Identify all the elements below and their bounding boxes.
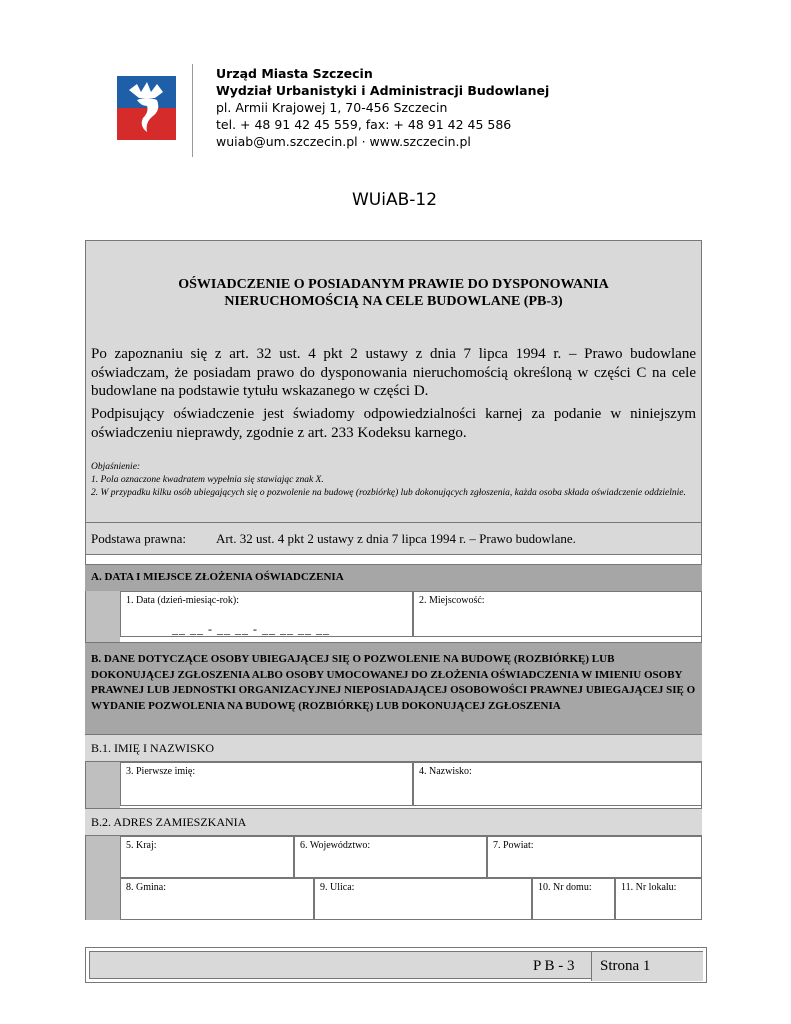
legal-basis bbox=[91, 531, 576, 547]
date-field-label: 1. Data (dzień-miesiąc-rok): bbox=[126, 595, 240, 606]
explanation-item: 1. Pola oznaczone kwadratem wypełnia się stawiając znak X. bbox=[91, 475, 324, 485]
section-a-header bbox=[85, 564, 702, 591]
house-number-label: 10. Nr domu: bbox=[538, 882, 592, 893]
section-b1-header bbox=[85, 734, 702, 762]
country-label: 5. Kraj: bbox=[126, 840, 157, 851]
office-contact: wuiab@um.szczecin.pl · www.szczecin.pl bbox=[216, 134, 471, 149]
voivodeship-label: 6. Województwo: bbox=[300, 840, 371, 851]
legal-basis-text: Art. 32 ust. 4 pkt 2 ustawy z dnia 7 lipca 1994 r. – Prawo budowlane. bbox=[215, 531, 576, 546]
date-placeholder: __ __ - __ __ - __ __ __ __ bbox=[172, 622, 330, 636]
liability-paragraph: Podpisujący oświadczenie jest świadomy odpowiedzialności karnej za podanie w niniejszym oświadczeniu nieprawdy, zgodnie z art. 233 Kodeksu karnego. bbox=[91, 406, 696, 441]
county-label: 7. Powiat: bbox=[493, 840, 534, 851]
footer-form-id: P B - 3 bbox=[533, 958, 575, 974]
street-label: 9. Ulica: bbox=[320, 882, 355, 893]
street-field[interactable] bbox=[314, 878, 532, 920]
margin-strip bbox=[86, 762, 120, 808]
section-b1-title: B.1. IMIĘ I NAZWISKO bbox=[91, 741, 214, 755]
section-b2-header bbox=[85, 808, 702, 836]
szczecin-logo bbox=[117, 76, 176, 140]
declaration-paragraph: Po zapoznaniu się z art. 32 ust. 4 pkt 2 ustawy z dnia 7 lipca 1994 r. – Prawo budowlane oświadczam, że posiadam prawo do dysponowania nieruchomością określoną w części C na cele budowlane na podstawie tytułu wskazanego w części D. bbox=[91, 346, 696, 399]
explanations bbox=[91, 461, 696, 500]
section-b-header bbox=[85, 642, 702, 734]
county-field[interactable] bbox=[487, 836, 702, 878]
first-name-label: 3. Pierwsze imię: bbox=[126, 766, 196, 777]
apartment-number-field[interactable] bbox=[615, 878, 702, 920]
explanations-heading: Objaśnienie: bbox=[91, 462, 141, 472]
country-field[interactable] bbox=[120, 836, 294, 878]
explanation-item: 2. W przypadku kilku osób ubiegających się o pozwolenie na budowę (rozbiórkę) lub dokonujących zgłoszenia, każda osoba składa oświadczenie oddzielnie. bbox=[91, 488, 686, 498]
first-name-field[interactable] bbox=[120, 762, 413, 806]
form-title-line2: NIERUCHOMOŚCIĄ NA CELE BUDOWLANE (PB-3) bbox=[224, 294, 563, 309]
section-b2-title: B.2. ADRES ZAMIESZKANIA bbox=[91, 815, 247, 829]
margin-strip bbox=[86, 836, 120, 920]
form-code: WUiAB-12 bbox=[352, 190, 438, 210]
office-address-block bbox=[216, 65, 549, 150]
last-name-field[interactable] bbox=[413, 762, 702, 806]
section-b-title: B. DANE DOTYCZĄCE OSOBY UBIEGAJĄCEJ SIĘ O POZWOLENIE NA BUDOWĘ (ROZBIÓRKĘ) LUB DOKONUJĄCEJ ZGŁOSZENIA ALBO OSOBY UMOCOWANEJ DO ZŁOŻENIA OŚWIADCZENIA W IMIENIU OSOBY PRAWNEJ LUB JEDNOSTKI ORGANIZACYJNEJ NIEPOSIADAJĄCEJ OSOBOWOŚCI PRAWNEJ UBIEGAJĄCEJ SIĘ O WYDANIE POZWOLENIA NA BUDOWĘ (ROZBIÓRKĘ) LUB DOKONUJĄCEJ ZGŁOSZENIA bbox=[91, 653, 696, 712]
office-address: pl. Armii Krajowej 1, 70-456 Szczecin bbox=[216, 100, 448, 115]
house-number-field[interactable] bbox=[532, 878, 615, 920]
page-number: Strona 1 bbox=[600, 958, 651, 974]
commune-field[interactable] bbox=[120, 878, 314, 920]
legal-basis-label: Podstawa prawna: bbox=[91, 531, 186, 546]
apartment-number-label: 11. Nr lokalu: bbox=[621, 882, 677, 893]
divider bbox=[85, 522, 702, 523]
place-field[interactable] bbox=[413, 591, 702, 637]
office-phone: tel. + 48 91 42 45 559, fax: + 48 91 42 45 586 bbox=[216, 117, 512, 132]
last-name-label: 4. Nazwisko: bbox=[419, 766, 472, 777]
form-title-line1: OŚWIADCZENIE O POSIADANYM PRAWIE DO DYSPONOWANIA bbox=[178, 277, 609, 292]
section-a-title: A. DATA I MIEJSCE ZŁOŻENIA OŚWIADCZENIA bbox=[91, 571, 344, 583]
voivodeship-field[interactable] bbox=[294, 836, 487, 878]
header-divider bbox=[192, 64, 193, 157]
commune-label: 8. Gmina: bbox=[126, 882, 166, 893]
form-title bbox=[85, 276, 702, 310]
office-name: Urząd Miasta Szczecin bbox=[216, 66, 373, 81]
place-field-label: 2. Miejscowość: bbox=[419, 595, 485, 606]
margin-strip bbox=[86, 591, 120, 642]
department-name: Wydział Urbanistyki i Administracji Budowlanej bbox=[216, 83, 550, 98]
